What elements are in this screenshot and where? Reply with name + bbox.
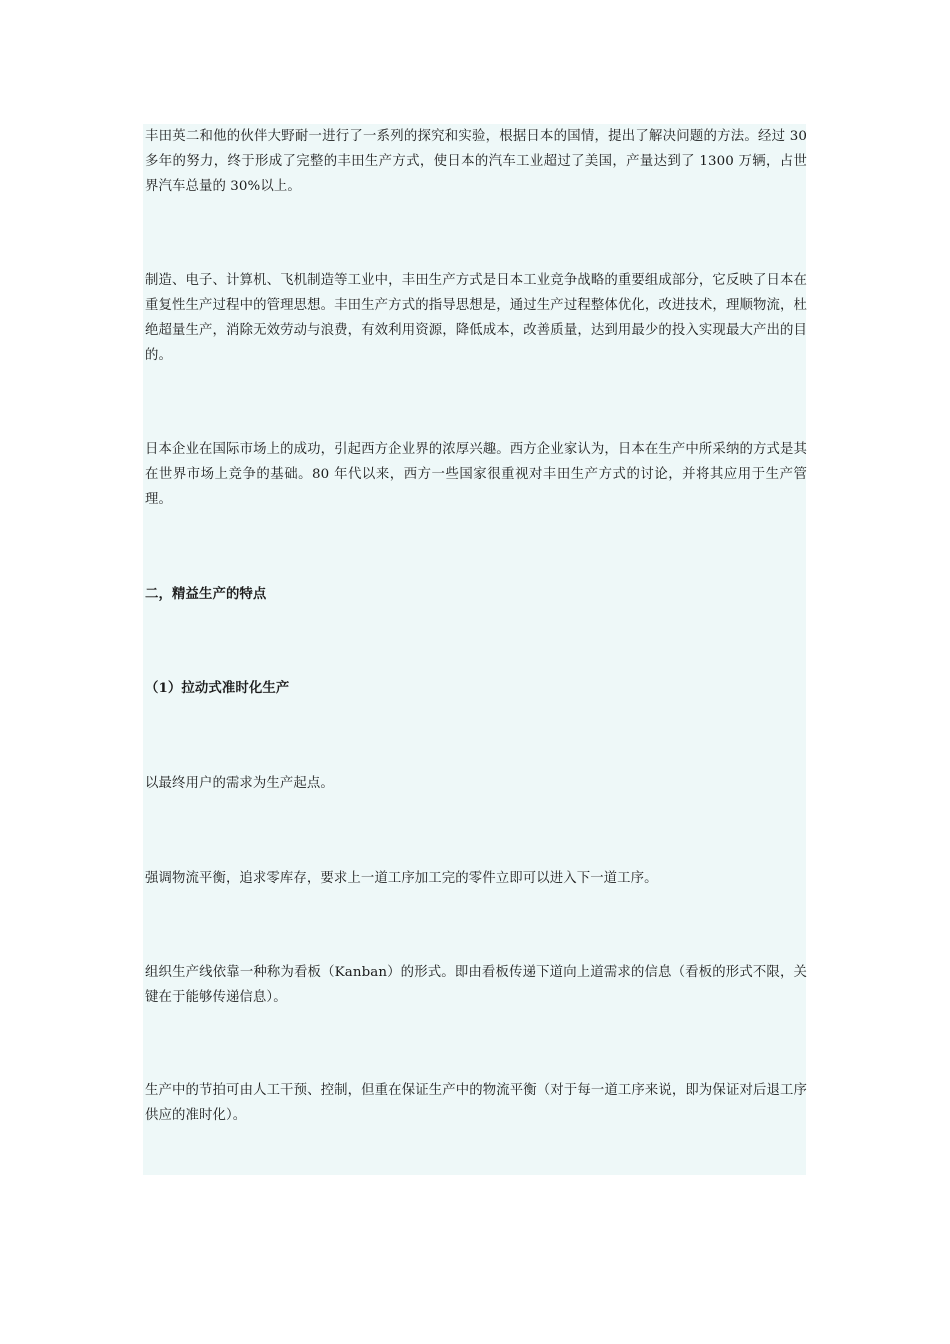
- paragraph-toyota-history: 丰田英二和他的伙伴大野耐一进行了一系列的探究和实验，根据日本的国情，提出了解决问题的方法。经过 30 多年的努力，终于形成了完整的丰田生产方式，使日本的汽车工业超过了美国，产量达到了 1300 万辆，占世界汽车总量的 30%以上。: [145, 129, 807, 194]
- list-item: 生产中的节拍可由人工干预、控制，但重在保证生产中的物流平衡（对于每一道工序来说，即为保证对后退工序供应的准时化）。: [145, 1083, 807, 1123]
- subsection-heading: （1）拉动式准时化生产: [145, 680, 290, 696]
- paragraph-western-interest: 日本企业在国际市场上的成功，引起西方企业界的浓厚兴趣。西方企业家认为，日本在生产中所采纳的方式是其在世界市场上竞争的基础。80 年代以来，西方一些国家很重视对丰田生产方式的讨论，并将其应用于生产管理。: [145, 442, 807, 507]
- list-item: 组织生产线依靠一种称为看板（Kanban）的形式。即由看板传递下道向上道需求的信息（看板的形式不限，关键在于能够传递信息）。: [145, 965, 807, 1005]
- section-heading: 二，精益生产的特点: [145, 586, 267, 602]
- list-item: 以最终用户的需求为生产起点。: [145, 776, 334, 791]
- list-item: 强调物流平衡，追求零库存，要求上一道工序加工完的零件立即可以进入下一道工序。: [145, 871, 658, 886]
- paragraph-toyota-philosophy: 制造、电子、计算机、飞机制造等工业中，丰田生产方式是日本工业竞争战略的重要组成部分，它反映了日本在重复性生产过程中的管理思想。丰田生产方式的指导思想是，通过生产过程整体优化，改进技术，理顺物流，杜绝超量生产，消除无效劳动与浪费，有效利用资源，降低成本，改善质量，达到用最少的投入实现最大产出的目的。: [145, 273, 807, 363]
